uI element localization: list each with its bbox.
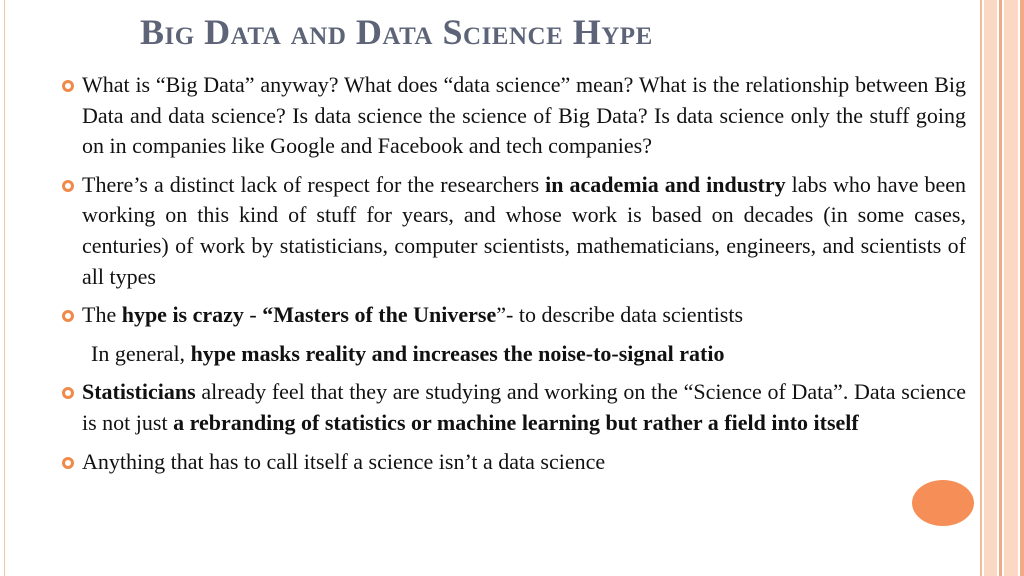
bullet-item-3 [62, 300, 966, 331]
bold-text-segment: hype masks reality and increases the noise-to-signal ratio [190, 340, 725, 366]
text-segment: The [82, 302, 122, 328]
text-segment: Anything that has to call itself a science isn’t a data science [82, 448, 606, 474]
bullet-text [82, 170, 966, 292]
text-segment: In general, [91, 340, 191, 366]
slide-title: Big Data and Data Science Hype [140, 12, 653, 52]
decorative-orange-circle [912, 480, 974, 526]
bullet-ring-icon [62, 387, 74, 399]
bullet-ring-icon [62, 310, 74, 322]
bullet-ring-icon [62, 80, 74, 92]
right-decorative-stripes [980, 0, 1024, 576]
bold-text-segment: Statisticians [82, 379, 196, 405]
bold-text-segment: hype is crazy [121, 302, 244, 328]
bullet-ring-icon [62, 457, 74, 469]
left-edge-line [4, 0, 5, 576]
text-segment: ”- to describe data scientists [496, 302, 744, 328]
bullet-item-2 [62, 170, 966, 292]
bullet-item-1 [62, 70, 966, 162]
bullet-item-4 [62, 377, 966, 438]
text-segment: already feel that they are studying and working on the “Science of Data”. Data science is not just [82, 379, 966, 435]
text-segment: labs who have been working on this kind of stuff for years, and whose work is based on decades (in some cases, centuries) of work by statisticians, computer scientists, mathematicians, engineers, and scientists of all types [82, 171, 966, 289]
text-segment: What is “Big Data” anyway? What does “data science” mean? What is the relationship between Big Data and data science? Is data science the science of Big Data? Is data science only the stuff going on in companies like Google and Facebook and tech companies? [82, 72, 966, 159]
sub-line-text [91, 339, 966, 370]
bullet-text [82, 300, 966, 331]
sub-line [62, 339, 966, 370]
bold-text-segment: in academia and industry [545, 171, 786, 197]
text-segment: - [243, 302, 263, 328]
bullet-text [82, 377, 966, 438]
bullet-item-5 [62, 447, 966, 478]
bold-text-segment: “Masters of the Universe [262, 302, 497, 328]
slide-content [62, 70, 966, 477]
text-segment: There’s a distinct lack of respect for the researchers [82, 171, 546, 197]
bold-text-segment: a rebranding of statistics or machine learning but rather a field into itself [173, 409, 859, 435]
bullet-text [82, 447, 966, 478]
bullet-ring-icon [62, 180, 74, 192]
bullet-text [82, 70, 966, 162]
